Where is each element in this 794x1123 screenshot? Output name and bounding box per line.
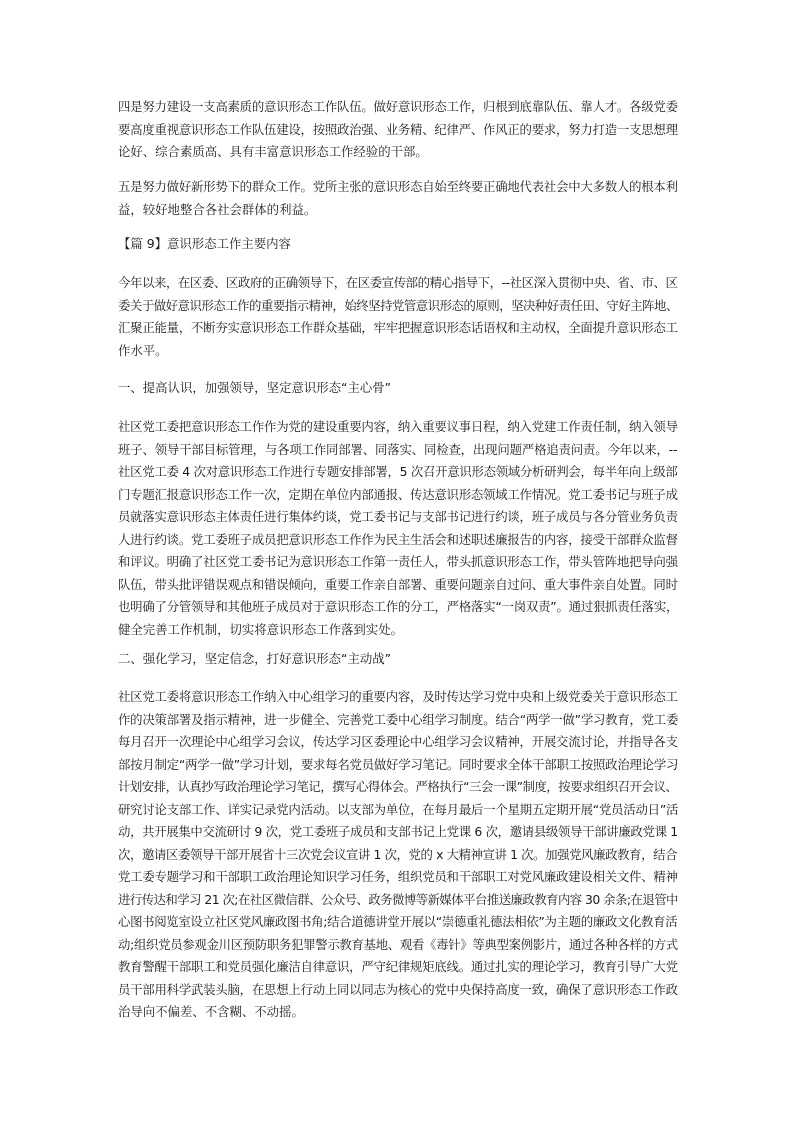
paragraph-section-two — [118, 686, 678, 1024]
text-line: 进行传达和学习 21 次;在社区微信群、公众号、政务微博等新媒体平台推送廉政教育内容 30 余条;在退管中 — [118, 891, 678, 907]
text-line: 教育警醒干部职工和党员强化廉洁自律意识，严守纪律规矩底线。通过扎实的理论学习，教育引导广大党 — [118, 959, 678, 974]
text-line: 也明确了分管领导和其他班子成员对于意识形态工作的分工，严格落实“一岗双责”。通过狠抓责任落实， — [118, 599, 679, 614]
paragraph-section-one — [118, 416, 678, 641]
text-line: 每月召开一次理论中心组学习会议，传达学习区委理论中心组学习会议精神，开展交流讨论，并指导各支 — [118, 734, 678, 749]
text-line: 员干部用科学武装头脑，在思想上行动上同以同志为核心的党中央保持高度一致，确保了意识形态工作政 — [118, 981, 678, 997]
text-line: 今年以来，在区委、区政府的正确领导下，在区委宣传部的精心指导下，--社区深入贯彻中央、省、市、区 — [118, 275, 678, 290]
text-line: 研究讨论支部工作、详实记录党内活动。以支部为单位，在每月最后一个星期五定期开展“党员活动日”活 — [118, 801, 679, 817]
text-line: 社区党工委 4 次对意识形态工作进行专题安排部署，5 次召开意识形态领域分析研判会，每半年向上级部 — [118, 464, 678, 479]
text-line: 党工委专题学习和干部职工政治理论知识学习任务，组织党员和干部职工对党风廉政建设相关文件、精神 — [118, 869, 678, 884]
text-line: 员就落实意识形态主体责任进行集体约谈，党工委书记与支部书记进行约谈，班子成员与各分管业务负责 — [118, 509, 678, 524]
text-line: 队伍，带头批评错误观点和错误倾向，重要工作亲自部署、重要问题亲自过问、重大事件亲自处置。同时 — [118, 576, 678, 592]
heading-text: 二、强化学习，坚定信念，打好意识形态“主动战” — [118, 651, 392, 666]
text-line: 部按月制定“两学一做”学习计划，要求每名党员做好学习笔记。同时要求全体干部职工按照政治理论学习 — [118, 756, 679, 772]
text-line: 汇聚正能量，不断夯实意识形态工作群众基础，牢牢把握意识形态话语权和主动权，全面提升意识形态工 — [118, 320, 678, 335]
heading-text: 一、提高认识，加强领导，坚定意识形态“主心骨” — [118, 380, 392, 395]
text-line: 益，较好地整合各社会群体的利益。 — [118, 201, 317, 217]
text-line: 五是努力做好新形势下的群众工作。党所主张的意识形态自始至终要正确地代表社会中大多数人的根本利 — [118, 179, 678, 194]
text-line: 社区党工委把意识形态工作作为党的建设重要内容，纳入重要议事日程，纳入党建工作责任制，纳入领导 — [118, 419, 678, 434]
section-heading-article-9 — [118, 233, 678, 256]
text-line: 班子、领导干部目标管理，与各项工作同部署、同落实、同检查，出现问题严格追责问责。今年以来，-- — [118, 441, 678, 457]
text-line: 论好、综合素质高、具有丰富意识形态工作经验的干部。 — [118, 144, 428, 159]
text-line: 作的决策部署及指示精神，进一步健全、完善党工委中心组学习制度。结合“两学一做”学习教育，党工委 — [118, 711, 679, 727]
text-line: 心图书阅览室设立社区党风廉政图书角;结合道德讲堂开展以“崇德重礼德法相依”为主题的廉政文化教育活 — [118, 914, 678, 929]
paragraph-intro — [118, 272, 678, 362]
text-line: 治导向不偏差、不含糊、不动摇。 — [118, 1004, 304, 1019]
text-line: 次，邀请区委领导干部开展省十三次党会议宣讲 1 次，党的 x 大精神宣讲 1 次。加强党风廉政教育，结合 — [118, 846, 678, 862]
heading-text: 【篇 9】意识形态工作主要内容 — [118, 236, 291, 251]
text-line: 要高度重视意识形态工作队伍建设，按照政治强、业务精、纪律严、作风正的要求，努力打造一支思想理 — [118, 121, 678, 137]
text-line: 社区党工委将意识形态工作纳入中心组学习的重要内容，及时传达学习党中央和上级党委关于意识形态工 — [118, 689, 678, 704]
text-line: 动，共开展集中交流研讨 9 次，党工委班子成员和支部书记上党课 6 次，邀请县级领导干部讲廉政党课 1 — [118, 824, 678, 839]
section-heading-two — [118, 648, 678, 671]
text-line: 门专题汇报意识形态工作一次，定期在单位内部通报、传达意识形态领域工作情况。党工委书记与班子成 — [118, 486, 678, 502]
paragraph-fifth-point — [118, 176, 678, 221]
text-line: 人进行约谈。党工委班子成员把意识形态工作作为民主生活会和述职述廉报告的内容，接受干部群众监督 — [118, 531, 678, 547]
text-line: 委关于做好意识形态工作的重要指示精神，始终坚持党管意识形态的原则，坚决种好责任田、守好主阵地、 — [118, 297, 678, 313]
section-heading-one — [118, 377, 678, 400]
text-line: 健全完善工作机制，切实将意识形态工作落到实处。 — [118, 621, 403, 637]
text-line: 四是努力建设一支高素质的意识形态工作队伍。做好意识形态工作，归根到底靠队伍、靠人才。各级党委 — [118, 99, 678, 114]
text-line: 和评议。明确了社区党工委书记为意识形态工作第一责任人，带头抓意识形态工作，带头管阵地把导向强 — [118, 554, 678, 569]
paragraph-fourth-point — [118, 96, 678, 164]
text-line: 动;组织党员参观金川区预防职务犯罪警示教育基地、观看《毒针》等典型案例影片，通过各种各样的方式 — [118, 936, 678, 952]
text-line: 作水平。 — [118, 342, 168, 358]
text-line: 计划安排，认真抄写政治理论学习笔记，撰写心得体会。严格执行“三会一课”制度，按要求组织召开会议、 — [118, 779, 678, 794]
